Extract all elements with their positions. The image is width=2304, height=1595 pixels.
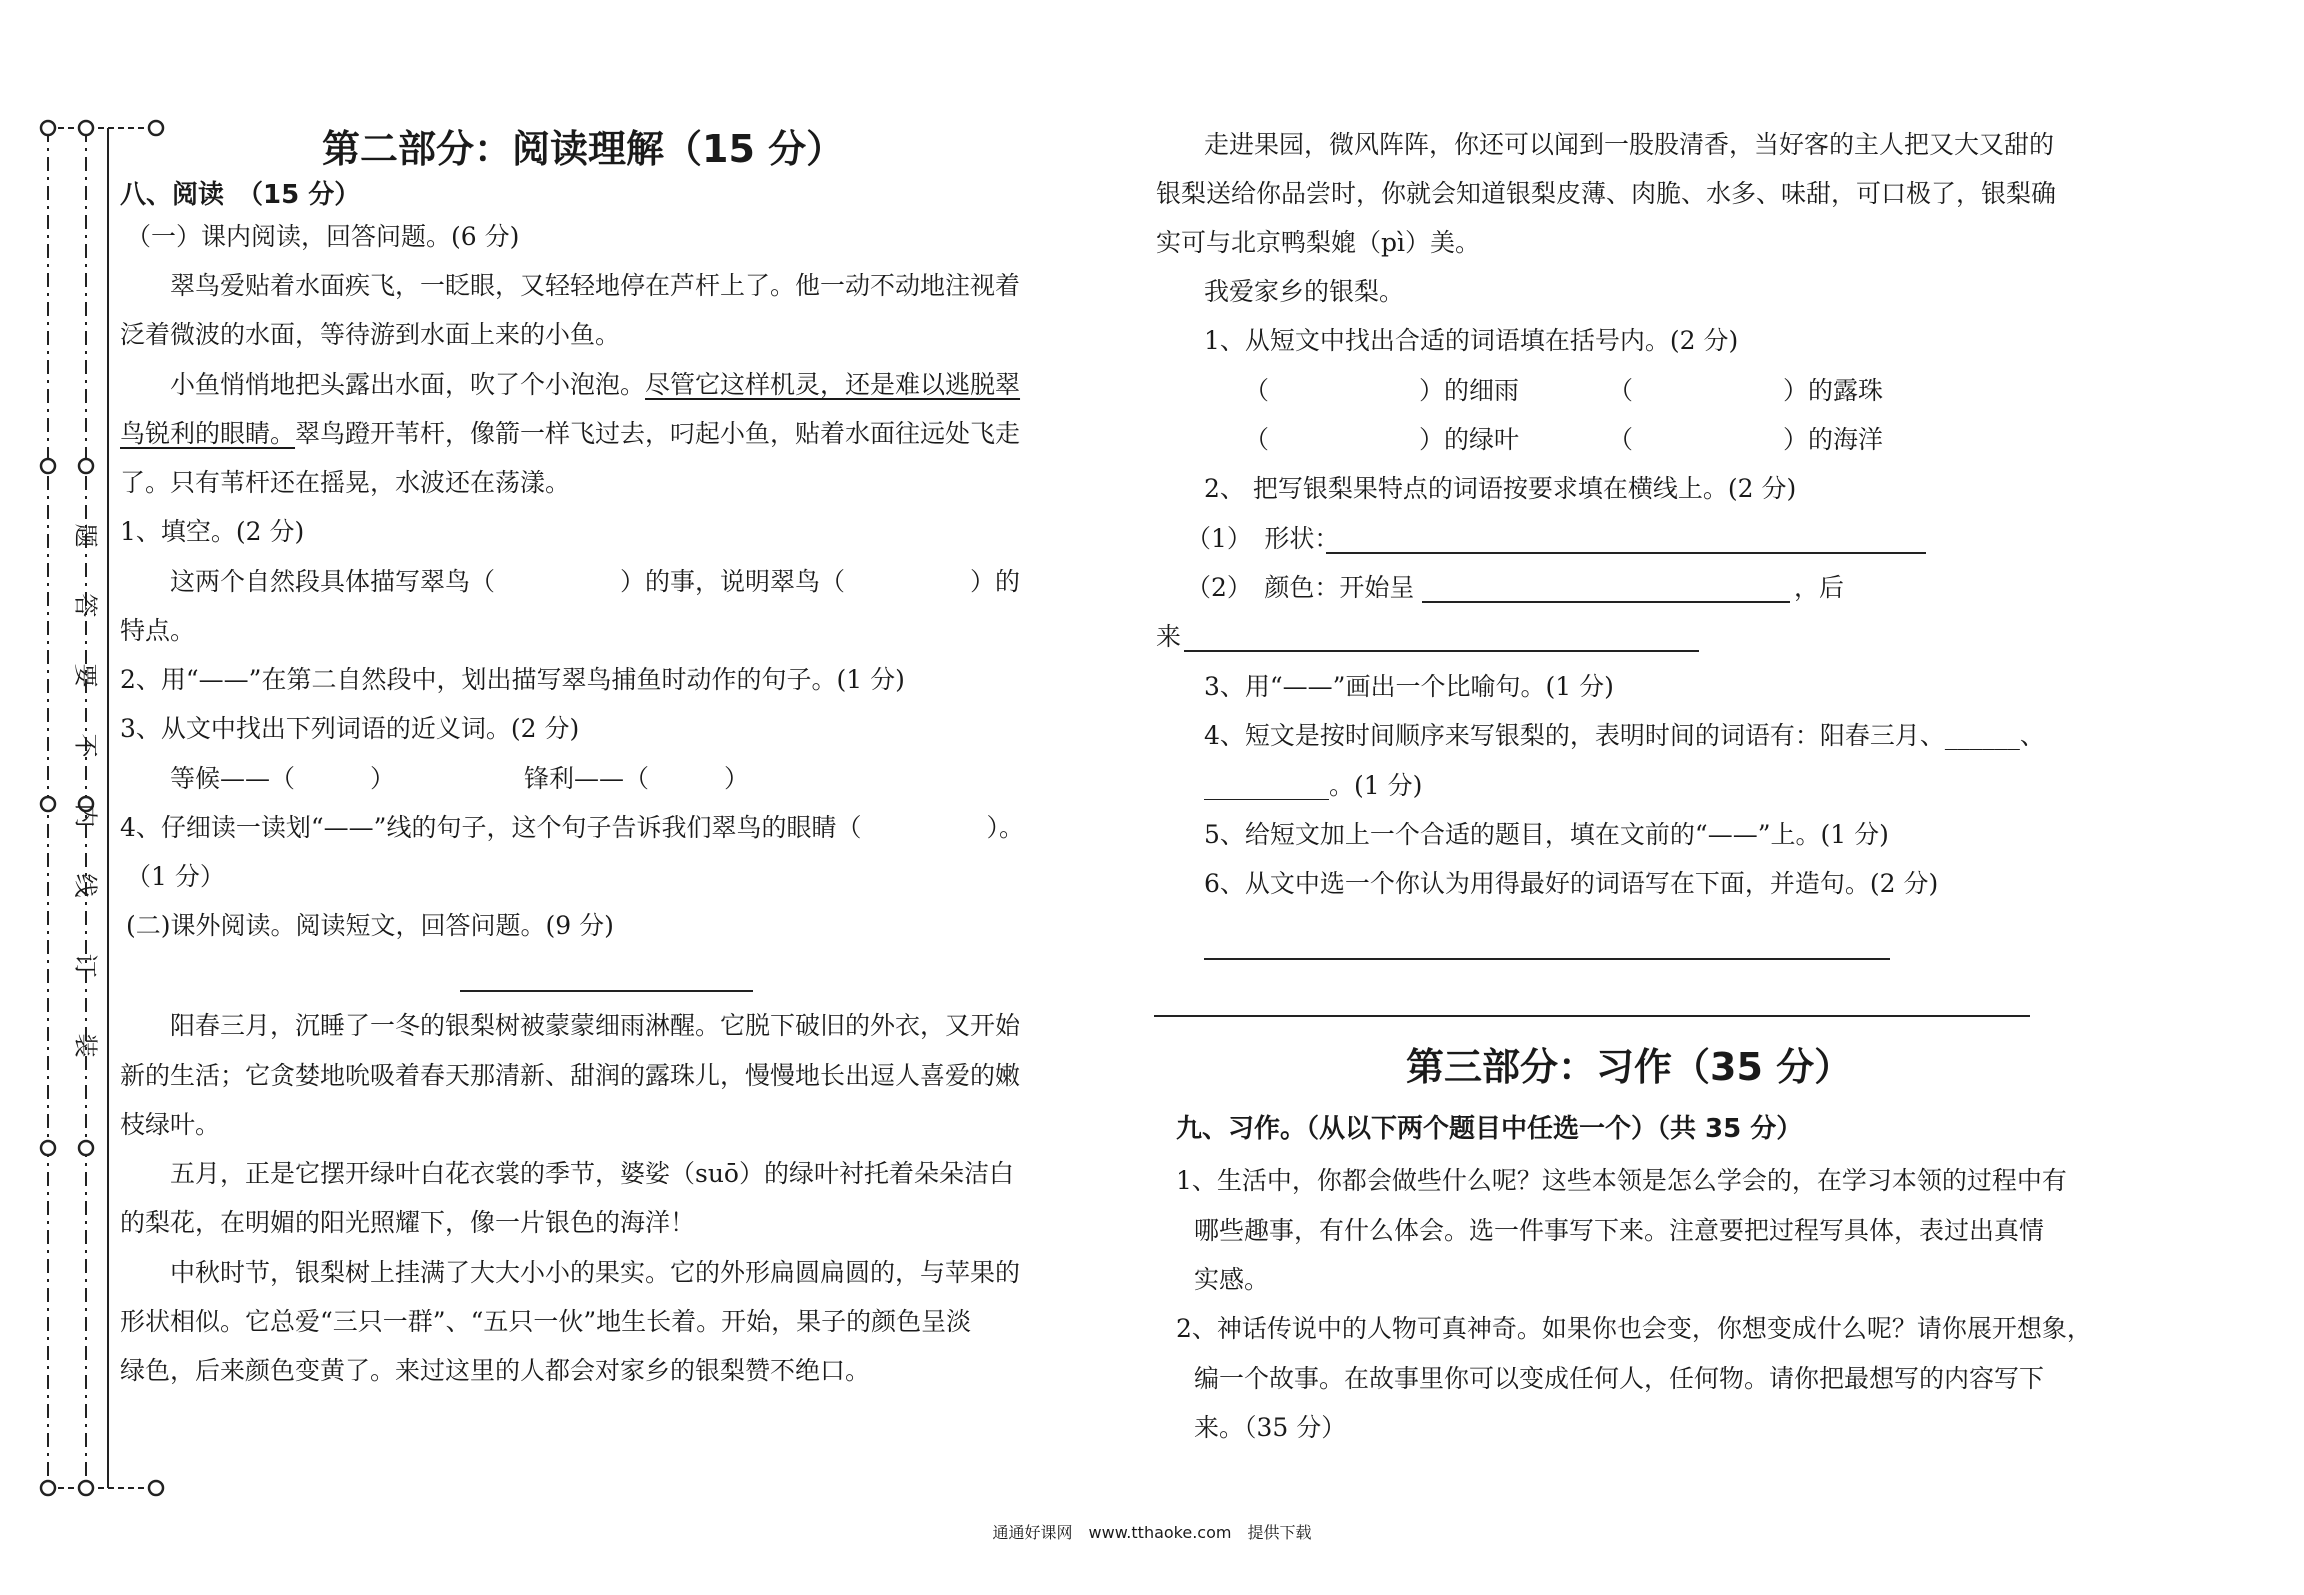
binding-char: 内 xyxy=(71,803,100,828)
reading-line: 五月，正是它摆开绿叶白花衣裳的季节，婆娑（suō）的绿叶衬托着朵朵洁白 xyxy=(170,1159,1014,1188)
r-question-1-blank: （ ）的海洋 xyxy=(1608,425,1884,454)
part2-heading: (二)课外阅读。阅读短文，回答问题。(9 分) xyxy=(126,911,614,940)
question-1: 1、填空。(2 分) xyxy=(120,517,305,546)
question-1-blank: 这两个自然段具体描写翠鸟（ ）的事，说明翠鸟（ ）的 xyxy=(170,567,1021,596)
part3-title: 第三部分：习作（35 分） xyxy=(1406,1045,1853,1089)
passage2-text: 小鱼悄悄地把头露出水面，吹了个小泡泡。 xyxy=(170,370,646,399)
binding-margin xyxy=(28,108,178,1508)
passage2-text: 翠鸟蹬开苇杆，像箭一样飞过去，叼起小鱼，贴着水面往远处飞走 xyxy=(295,419,1021,448)
underlined-sentence: 尽管它这样机灵，还是难以逃脱翠 xyxy=(645,370,1021,399)
writing-prompt-line: 来。（35 分） xyxy=(1194,1413,1347,1442)
later-answer-line xyxy=(1184,650,1699,652)
reading-line: 中秋时节，银梨树上挂满了大大小小的果实。它的外形扁圆扁圆的，与苹果的 xyxy=(170,1258,1021,1287)
reading-line: 绿色，后来颜色变黄了。来过这里的人都会对家乡的银梨赞不绝口。 xyxy=(120,1356,871,1385)
r-question-2-color: （2） 颜色：开始呈 xyxy=(1186,573,1415,602)
r-question-1-blank: （ ）的绿叶 xyxy=(1244,425,1520,454)
reading-line: 枝绿叶。 xyxy=(120,1110,221,1139)
question-4: 4、仔细读一读划“——”线的句子，这个句子告诉我们翠鸟的眼睛（ ）。 xyxy=(120,813,1024,842)
r-question-2-shape: （1） 形状： xyxy=(1186,524,1340,553)
r-question-4-cont: __________。(1 分) xyxy=(1204,771,1423,800)
r-question-1-blank: （ ）的细雨 xyxy=(1244,376,1520,405)
binding-char: 要 xyxy=(71,663,100,688)
underlined-sentence: 鸟锐利的眼睛。 xyxy=(120,419,296,448)
question-3: 3、从文中找出下列词语的近义词。(2 分) xyxy=(120,714,580,743)
reading-line: 的梨花，在明媚的阳光照耀下，像一片银色的海洋！ xyxy=(120,1208,696,1237)
sentence-answer-line xyxy=(1204,958,1890,960)
section9-heading: 九、习作。（从以下两个题目中任选一个）（共 35 分） xyxy=(1176,1114,1803,1144)
r-question-1: 1、从短文中找出合适的词语填在括号内。(2 分) xyxy=(1204,326,1739,355)
question-3-blank-a: 等候——（ ） xyxy=(170,764,396,793)
question-4-score: （1 分） xyxy=(126,862,225,891)
binding-char: 装 xyxy=(71,1033,100,1058)
binding-char: 订 xyxy=(71,953,100,978)
passage2-line xyxy=(170,370,1020,400)
r-question-6: 6、从文中选一个你认为用得最好的词语写在下面，并造句。(2 分) xyxy=(1204,869,1939,898)
reading-line: 走进果园，微风阵阵，你还可以闻到一股股清香，当好客的主人把又大又甜的 xyxy=(1204,130,2055,159)
passage2-line: 了。只有苇杆还在摇晃，水波还在荡漾。 xyxy=(120,468,571,497)
shape-answer-line xyxy=(1326,552,1926,554)
reading-line: 我爱家乡的银梨。 xyxy=(1204,277,1405,306)
writing-prompt-line: 实感。 xyxy=(1194,1265,1270,1294)
passage1-line: 翠鸟爱贴着水面疾飞，一眨眼，又轻轻地停在芦杆上了。他一动不动地注视着 xyxy=(170,271,1021,300)
reading-line: 阳春三月，沉睡了一冬的银梨树被蒙蒙细雨淋醒。它脱下破旧的外衣，又开始 xyxy=(170,1011,1021,1040)
passage1-line: 泛着微波的水面，等待游到水面上来的小鱼。 xyxy=(120,320,621,349)
question-3-blank-b: 锋利——（ ） xyxy=(524,764,750,793)
writing-prompt-line: 2、神话传说中的人物可真神奇。如果你也会变，你想变成什么呢？请你展开想象， xyxy=(1176,1314,2092,1343)
writing-prompt-line: 编一个故事。在故事里你可以变成任何人，任何物。请你把最想写的内容写下 xyxy=(1194,1364,2045,1393)
reading-line: 实可与北京鸭梨媲（pì）美。 xyxy=(1156,228,1481,257)
reading-line: 形状相似。它总爱“三只一群”、“五只一伙”地生长着。开始，果子的颜色呈淡 xyxy=(120,1307,972,1336)
question-2: 2、用“——”在第二自然段中，划出描写翠鸟捕鱼时动作的句子。(1 分) xyxy=(120,665,905,694)
color-answer-line xyxy=(1422,601,1790,603)
r-question-2: 2、 把写银梨果特点的词语按要求填在横线上。(2 分) xyxy=(1204,474,1797,503)
binding-char: 答 xyxy=(71,593,100,618)
r-question-1-blank: （ ）的露珠 xyxy=(1608,376,1884,405)
section-divider xyxy=(1154,1015,2030,1017)
r-question-4: 4、短文是按时间顺序来写银梨的，表明时间的词语有：阳春三月、______、 xyxy=(1204,721,2045,750)
question-1-text: 特点。 xyxy=(120,616,196,645)
reading-line: 银梨送给你品尝时，你就会知道银梨皮薄、肉脆、水多、味甜，可口极了，银梨确 xyxy=(1156,179,2057,208)
writing-prompt-line: 哪些趣事，有什么体会。选一件事写下来。注意要把过程写具体，表过出真情 xyxy=(1194,1216,2045,1245)
binding-char: 题 xyxy=(71,523,100,548)
section8-heading: 八、阅读 （15 分） xyxy=(120,180,361,210)
r-question-5: 5、给短文加上一个合适的题目，填在文前的“——”上。(1 分) xyxy=(1204,820,1889,849)
part2-title: 第二部分：阅读理解（15 分） xyxy=(322,127,845,171)
binding-char: 不 xyxy=(71,733,100,758)
passage2-line xyxy=(120,419,1020,449)
part1-heading: （一）课内阅读，回答问题。(6 分) xyxy=(126,222,520,251)
passage-title-blank xyxy=(460,990,753,992)
reading-line: 新的生活；它贪婪地吮吸着春天那清新、甜润的露珠儿，慢慢地长出逗人喜爱的嫩 xyxy=(120,1061,1021,1090)
writing-prompt-line: 1、生活中，你都会做些什么呢？这些本领是怎么学会的，在学习本领的过程中有 xyxy=(1176,1166,2067,1195)
r-question-2-later: ，后 xyxy=(1794,573,1845,602)
page-footer: 通通好课网 www.tthaoke.com 提供下载 xyxy=(992,1523,1312,1542)
binding-char: 线 xyxy=(71,873,100,898)
r-question-3: 3、用“——”画出一个比喻句。(1 分) xyxy=(1204,672,1614,701)
r-question-2-later-label: 来 xyxy=(1156,622,1182,651)
